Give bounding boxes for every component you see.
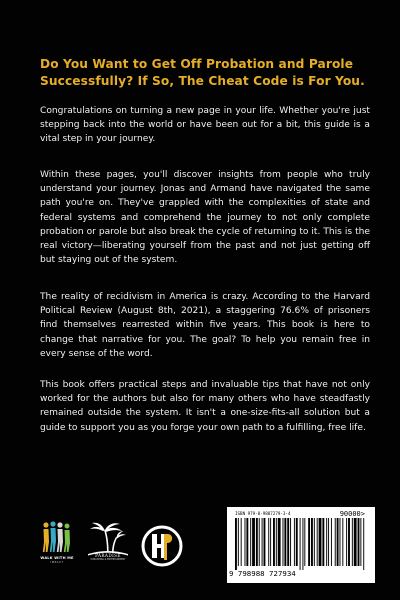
- barcode-bars: [233, 518, 369, 574]
- hp-monogram-logo: [140, 524, 184, 568]
- paradise-name: PARADISE: [95, 553, 121, 558]
- body-paragraph-1: Congratulations on turning a new page in your life. Whether you're just stepping back into the world or have been out for a bit, this guide is a vital step in your journey.: [40, 106, 370, 145]
- body-paragraph-2: Within these pages, you'll discover insights from people who truly understand your journey. Jonas and Armand have navigated the same path you're on. They've grappled with the complexities of state and federal systems and comprehend the journey to not only complete probation or parole but also break the cycle of returning to it. This is the real victory—liberating yourself from the past and not just getting off but staying out of the system.: [40, 170, 370, 266]
- walk-with-me-name: WALK WITH ME: [40, 556, 74, 560]
- walk-with-me-sub: IMPACT: [50, 561, 64, 564]
- isbn-barcode: [227, 507, 375, 583]
- headline: Do You Want to Get Off Probation and Parole Successfully? If So, The Cheat Code is For You.: [40, 57, 365, 88]
- isbn-digits: 9 798988 727934: [229, 569, 296, 578]
- price-code: 90000>: [339, 510, 365, 518]
- body-paragraph-4: This book offers practical steps and invaluable tips that have not only worked for the authors but also for many others who have steadfastly remained outside the system. It isn't a one-size-fits-all solution but a guide to support you as you forge your own path to a fulfilling, free life.: [40, 380, 370, 433]
- isbn-label: ISBN 979-8-9887279-3-4: [235, 511, 291, 516]
- paradise-sub: PUBLISHING & ENTERTAINMENT: [90, 558, 126, 561]
- body-paragraph-3: The reality of recidivism in America is crazy. According to the Harvard Political Review (August 8th, 2021), a staggering 76.6% of prisoners find themselves rearrested within five years. This book is here to change that narrative for you. The goal? To help you remain free in every sense of the word.: [40, 292, 370, 359]
